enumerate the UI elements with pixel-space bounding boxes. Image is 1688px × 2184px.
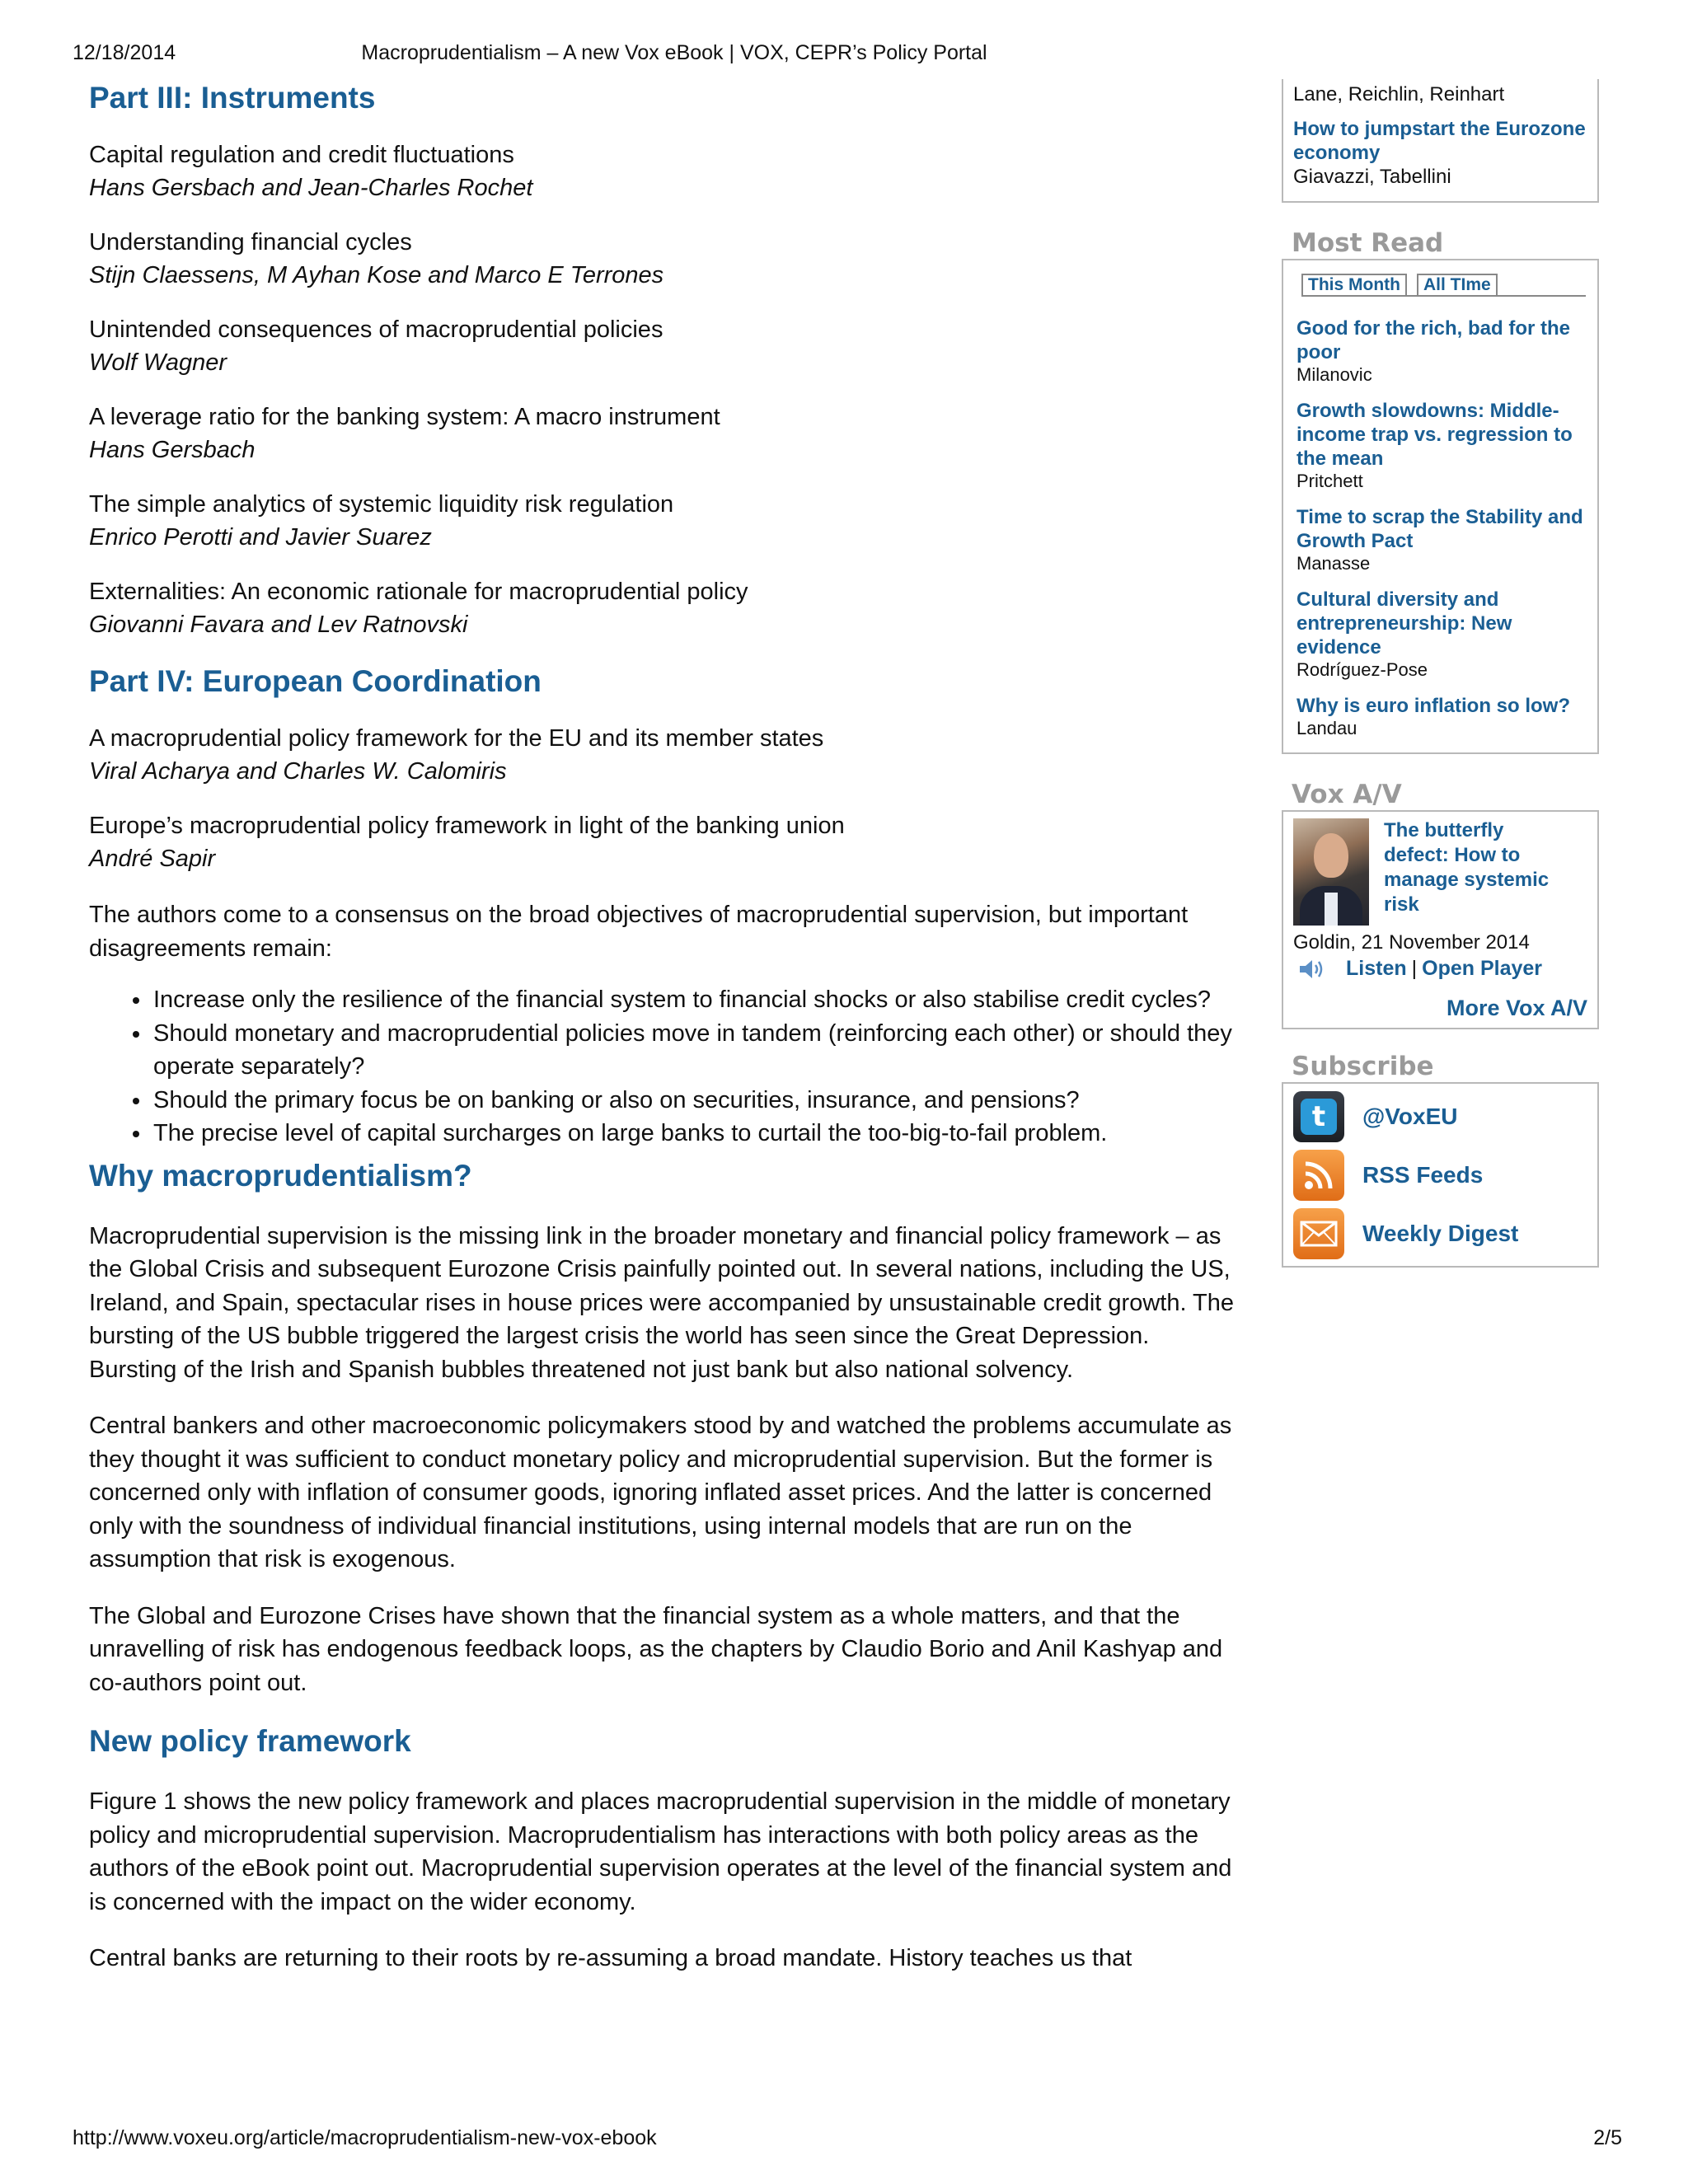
consensus-paragraph: The authors come to a consensus on the broad objectives of macroprudential supervision, but important disagreements remain: [89,902,1189,962]
chapter-title: Capital regulation and credit fluctuations [89,142,514,168]
audio-controls [1293,957,1587,981]
chapter-title: Externalities: An economic rationale for macroprudential policy [89,579,748,605]
most-read-author: Milanovic [1296,364,1372,385]
related-link[interactable]: How to jumpstart the Eurozone economy [1293,118,1586,164]
section-heading-framework: New policy framework [89,1724,411,1758]
more-vox-av-link[interactable]: More Vox A/V [1446,996,1587,1020]
chapter-authors: André Sapir [89,846,216,872]
chapter-entry [89,575,1235,641]
tab-divider [1301,295,1586,297]
disagreements-list [152,983,1235,1151]
related-author: Giavazzi, Tabellini [1293,166,1451,188]
section-heading-part4: Part IV: European Coordination [89,664,542,698]
rss-icon [1293,1150,1344,1201]
sidebar [1282,79,1599,1268]
most-read-link[interactable]: Cultural diversity and entrepreneurship: New evidence [1296,588,1512,658]
open-player-link[interactable]: Open Player [1422,957,1543,980]
page-number: 2/5 [1593,2126,1622,2149]
section-heading-part3: Part III: Instruments [89,81,376,115]
chapter-entry [89,138,1235,204]
chapter-entry [89,722,1235,788]
print-header [73,41,1622,74]
list-item [1283,505,1597,574]
vox-av-heading: Vox A/V [1292,780,1402,809]
email-icon [1293,1208,1344,1259]
vox-av-box [1282,810,1599,1029]
body-paragraph: The Global and Eurozone Crises have shown that the financial system as a whole matters, and that the unravelling of risk has endogenous feedback loops, as the chapters by Claudio Borio and Anil Kashyap and co-authors point out. [89,1602,1223,1696]
chapter-title: A macroprudential policy framework for the EU and its member states [89,725,824,752]
chapter-authors: Wolf Wagner [89,349,227,376]
chapter-entry [89,809,1235,875]
most-read-link[interactable]: Why is euro inflation so low? [1296,695,1571,717]
most-read-author: Manasse [1296,553,1371,574]
link-separator: | [1411,957,1418,980]
related-author: Lane, Reichlin, Reinhart [1293,83,1505,105]
vox-av-item [1283,812,1597,926]
chapter-authors: Hans Gersbach and Jean-Charles Rochet [89,175,533,201]
subscribe-twitter[interactable] [1283,1087,1597,1146]
list-item [1283,399,1597,492]
subscribe-rss[interactable] [1283,1146,1597,1204]
list-item: • Should monetary and macroprudential policies move in tandem (reinforcing each other) or should they operate separately? [152,1017,1235,1084]
listen-link[interactable]: Listen [1346,957,1407,980]
chapter-entry [89,401,1235,466]
vox-av-byline: Goldin, 21 November 2014 [1293,931,1530,954]
print-date: 12/18/2014 [73,41,176,64]
subscribe-heading: Subscribe [1292,1052,1434,1081]
chapter-authors: Enrico Perotti and Javier Suarez [89,524,432,551]
chapter-entry [89,226,1235,292]
chapter-authors: Hans Gersbach [89,437,256,463]
list-item [1283,316,1597,386]
chapter-authors: Giovanni Favara and Lev Ratnovski [89,612,468,638]
most-read-heading: Most Read [1292,228,1444,258]
list-item: • The precise level of capital surcharges on large banks to curtail the too-big-to-fail problem. [152,1117,1235,1151]
subscribe-label: Weekly Digest [1362,1220,1519,1246]
subscribe-digest[interactable] [1283,1204,1597,1263]
chapter-authors: Viral Acharya and Charles W. Calomiris [89,758,507,785]
body-paragraph: Central banks are returning to their roots by re-assuming a broad mandate. History teaches us that [89,1945,1132,1971]
chapter-title: Unintended consequences of macroprudential policies [89,316,663,343]
most-read-box [1282,259,1599,754]
list-item [1283,694,1597,739]
body-paragraph: Figure 1 shows the new policy framework and places macroprudential supervision in the middle of monetary policy and microprudential supervision. Macroprudentialism has interactions with both policy areas as the authors of the eBook point out. Macroprudential supervision operates at the level of the financial system and is concerned with the impact on the wider economy. [89,1788,1232,1915]
most-read-link[interactable]: Time to scrap the Stability and Growth Pact [1296,506,1583,552]
chapter-authors: Stijn Claessens, M Ayhan Kose and Marco E Terrones [89,262,664,288]
tab-this-month[interactable]: This Month [1301,274,1407,295]
most-read-author: Rodríguez-Pose [1296,659,1428,680]
list-item [1283,588,1597,681]
most-read-tabs [1283,260,1597,295]
body-paragraph: Central bankers and other macroeconomic policymakers stood by and watched the problems accumulate as they thought it was sufficient to conduct monetary policy and microprudential supervision. But the former is concerned only with inflation of consumer goods, ignoring inflated asset prices. And the latter is concerned only with the soundness of individual financial institutions, using internal models that are run on the assumption that risk is exogenous. [89,1413,1232,1572]
most-read-author: Landau [1296,718,1357,738]
article-body [89,79,1235,1975]
subscribe-box [1282,1082,1599,1268]
chapter-entry [89,313,1235,379]
twitter-icon: t [1293,1091,1344,1142]
related-box [1282,79,1599,203]
chapter-title: The simple analytics of systemic liquidity risk regulation [89,491,674,518]
subscribe-label: RSS Feeds [1362,1161,1484,1188]
list-item: • Increase only the resilience of the financial system to financial shocks or also stabilise credit cycles? [152,983,1235,1017]
most-read-author: Pritchett [1296,471,1363,491]
speaker-photo[interactable] [1293,818,1369,926]
chapter-title: Understanding financial cycles [89,229,412,255]
most-read-link[interactable]: Growth slowdowns: Middle-income trap vs. regression to the mean [1296,400,1573,470]
chapter-title: Europe’s macroprudential policy framework in light of the banking union [89,813,845,839]
list-item: • Should the primary focus be on banking or also on securities, insurance, and pensions? [152,1084,1235,1118]
tab-all-time[interactable]: All TIme [1417,274,1498,295]
print-url: http://www.voxeu.org/article/macroprudentialism-new-vox-ebook [73,2126,657,2149]
chapter-entry [89,488,1235,554]
body-paragraph: Macroprudential supervision is the missing link in the broader monetary and financial policy framework – as the Global Crisis and subsequent Eurozone Crisis painfully pointed out. In several nations, including the US, Ireland, and Spain, spectacular rises in house prices were accompanied by unsustainable credit growth. The bursting of the US bubble triggered the largest crisis the world has seen since the Great Depression. Bursting of the Irish and Spanish bubbles threatened not just bank but also national solvency. [89,1222,1235,1383]
subscribe-label: @VoxEU [1362,1103,1458,1129]
chapter-title: A leverage ratio for the banking system: A macro instrument [89,404,720,430]
speaker-icon[interactable] [1298,958,1328,981]
section-heading-why: Why macroprudentialism? [89,1158,472,1193]
vox-av-title-link[interactable]: The butterfly defect: How to manage systemic risk [1384,819,1550,916]
most-read-link[interactable]: Good for the rich, bad for the poor [1296,317,1570,363]
print-page-title: Macroprudentialism – A new Vox eBook | VOX, CEPR’s Policy Portal [361,41,987,64]
